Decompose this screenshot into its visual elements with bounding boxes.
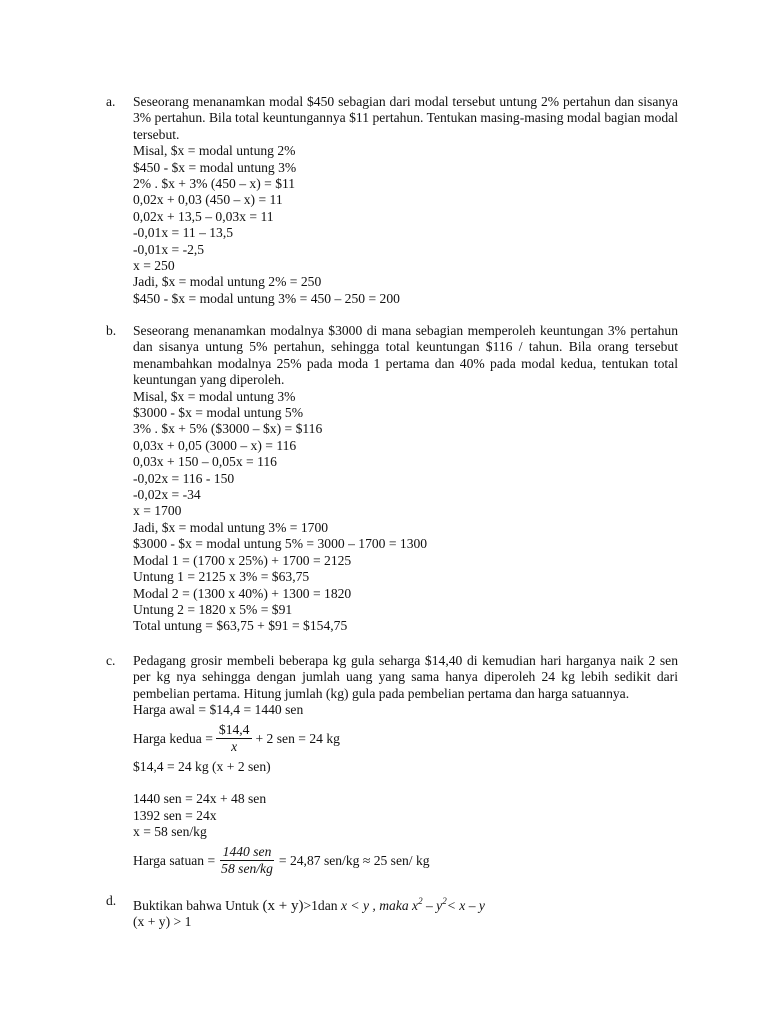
solution-line: Total untung = $63,75 + $91 = $154,75 xyxy=(133,618,348,634)
problem-d-claim: x < y , maka x xyxy=(340,898,419,913)
solution-line: -0,02x = 116 - 150 xyxy=(133,470,235,486)
problem-d-tail: < x – y xyxy=(446,898,485,913)
exponent-2: 2 xyxy=(442,896,447,906)
harga-awal-line: Harga awal = $14,4 = 1440 sen xyxy=(133,702,304,718)
problem-d-marker: d. xyxy=(106,893,117,908)
solution-line: 2% . $x + 3% (450 – x) = $11 xyxy=(133,176,296,192)
problem-c-content xyxy=(133,653,678,881)
problem-c-marker: c. xyxy=(106,653,116,668)
harga-kedua-denominator: x xyxy=(231,739,238,755)
problem-d-minus-y: – y xyxy=(422,898,443,913)
solution-line: x = 250 xyxy=(133,258,175,274)
problem-b-solution xyxy=(133,389,678,635)
solution-line: 0,02x + 13,5 – 0,03x = 11 xyxy=(133,208,274,224)
problem-a-solution xyxy=(133,143,678,307)
problem-d-intro: Buktikan bahwa Untuk xyxy=(133,898,260,913)
solution-line: Jadi, $x = modal untung 2% = 250 xyxy=(133,274,322,290)
solution-line: 3% . $x + 5% ($3000 – $x) = $116 xyxy=(133,421,323,437)
problem-a-marker: a. xyxy=(106,94,116,109)
exponent-1: 2 xyxy=(418,896,423,906)
harga-satuan-equation xyxy=(133,841,678,881)
solution-line: Modal 1 = (1700 x 25%) + 1700 = 2125 xyxy=(133,552,352,568)
harga-satuan-suffix: = 24,87 sen/kg ≈ 25 sen/ kg xyxy=(278,852,430,868)
solution-line: 0,02x + 0,03 (450 – x) = 11 xyxy=(133,192,283,208)
problem-a-statement: Seseorang menanamkan modal $450 sebagian dari modal tersebut untung 2% pertahun dan sisanya 3% pertahun. Bila total keuntungannya $11 pertahun. Tentukan masing-masing modal bagian modal tersebut. xyxy=(133,94,678,142)
problem-b-marker: b. xyxy=(106,323,117,338)
equation-line: $14,4 = 24 kg (x + 2 sen) xyxy=(133,758,271,774)
harga-kedua-fraction xyxy=(216,722,253,755)
solution-line: 1440 sen = 24x + 48 sen xyxy=(133,791,267,807)
solution-line: $3000 - $x = modal untung 5% = 3000 – 1700 = 1300 xyxy=(133,536,428,552)
harga-kedua-numerator: $14,4 xyxy=(216,722,253,739)
solution-line: -0,02x = -34 xyxy=(133,487,201,503)
solution-line: -0,01x = -2,5 xyxy=(133,241,205,257)
problem-c-solution xyxy=(133,791,678,840)
harga-kedua-suffix: + 2 sen = 24 kg xyxy=(255,730,340,746)
problem-d-statement xyxy=(133,893,678,914)
solution-line: Jadi, $x = modal untung 3% = 1700 xyxy=(133,519,329,535)
solution-line: Modal 2 = (1300 x 40%) + 1300 = 1820 xyxy=(133,585,352,601)
harga-satuan-denominator: 58 sen/kg xyxy=(221,861,273,877)
solution-line: -0,01x = 11 – 13,5 xyxy=(133,225,234,241)
solution-line: Misal, $x = modal untung 3% xyxy=(133,388,296,404)
solution-line: Misal, $x = modal untung 2% xyxy=(133,143,296,159)
solution-line: 0,03x + 150 – 0,05x = 116 xyxy=(133,454,277,470)
harga-kedua-prefix: Harga kedua = xyxy=(133,730,213,746)
solution-line: Untung 2 = 1820 x 5% = $91 xyxy=(133,601,293,617)
problem-b-content xyxy=(133,323,678,635)
solution-line: $450 - $x = modal untung 3% xyxy=(133,159,297,175)
solution-line: 1392 sen = 24x xyxy=(133,807,217,823)
harga-satuan-numerator: 1440 sen xyxy=(220,844,275,861)
problem-d-content xyxy=(133,893,678,931)
harga-kedua-equation xyxy=(133,719,678,759)
harga-satuan-prefix: Harga satuan = xyxy=(133,852,216,868)
solution-line: Untung 1 = 2125 x 3% = $63,75 xyxy=(133,569,310,585)
problem-d-condition-right: >1dan xyxy=(303,898,338,913)
problem-d-line2: (x + y) > 1 xyxy=(133,914,192,930)
problem-a-content xyxy=(133,94,678,307)
solution-line: x = 58 sen/kg xyxy=(133,824,207,840)
solution-line: x = 1700 xyxy=(133,503,182,519)
problem-c-statement: Pedagang grosir membeli beberapa kg gula seharga $14,40 di kemudian hari harganya naik 2 sen per kg nya sehingga dengan jumlah uang yang sama hanya diperoleh 24 kg lebih sedikit dari pembelian pertama. Hitung jumlah (kg) gula pada pembelian pertama dan harga satuannya. xyxy=(133,653,678,701)
solution-line: 0,03x + 0,05 (3000 – x) = 116 xyxy=(133,437,297,453)
solution-line: $3000 - $x = modal untung 5% xyxy=(133,405,304,421)
problem-b-statement: Seseorang menanamkan modalnya $3000 di mana sebagian memperoleh keuntungan 3% pertahun dan sisanya untung 5% pertahun, sehingga total keuntungan $116 / tahun. Bila orang tersebut menambahkan modalnya 25% pada moda 1 pertama dan 40% pada modal kedua, tentukan total keuntungan yang diperoleh. xyxy=(133,323,678,388)
problem-d-condition-left: (x + y) xyxy=(262,898,304,914)
solution-line: $450 - $x = modal untung 3% = 450 – 250 = 200 xyxy=(133,290,400,306)
blank-spacer xyxy=(133,775,678,791)
harga-satuan-fraction xyxy=(218,844,276,877)
